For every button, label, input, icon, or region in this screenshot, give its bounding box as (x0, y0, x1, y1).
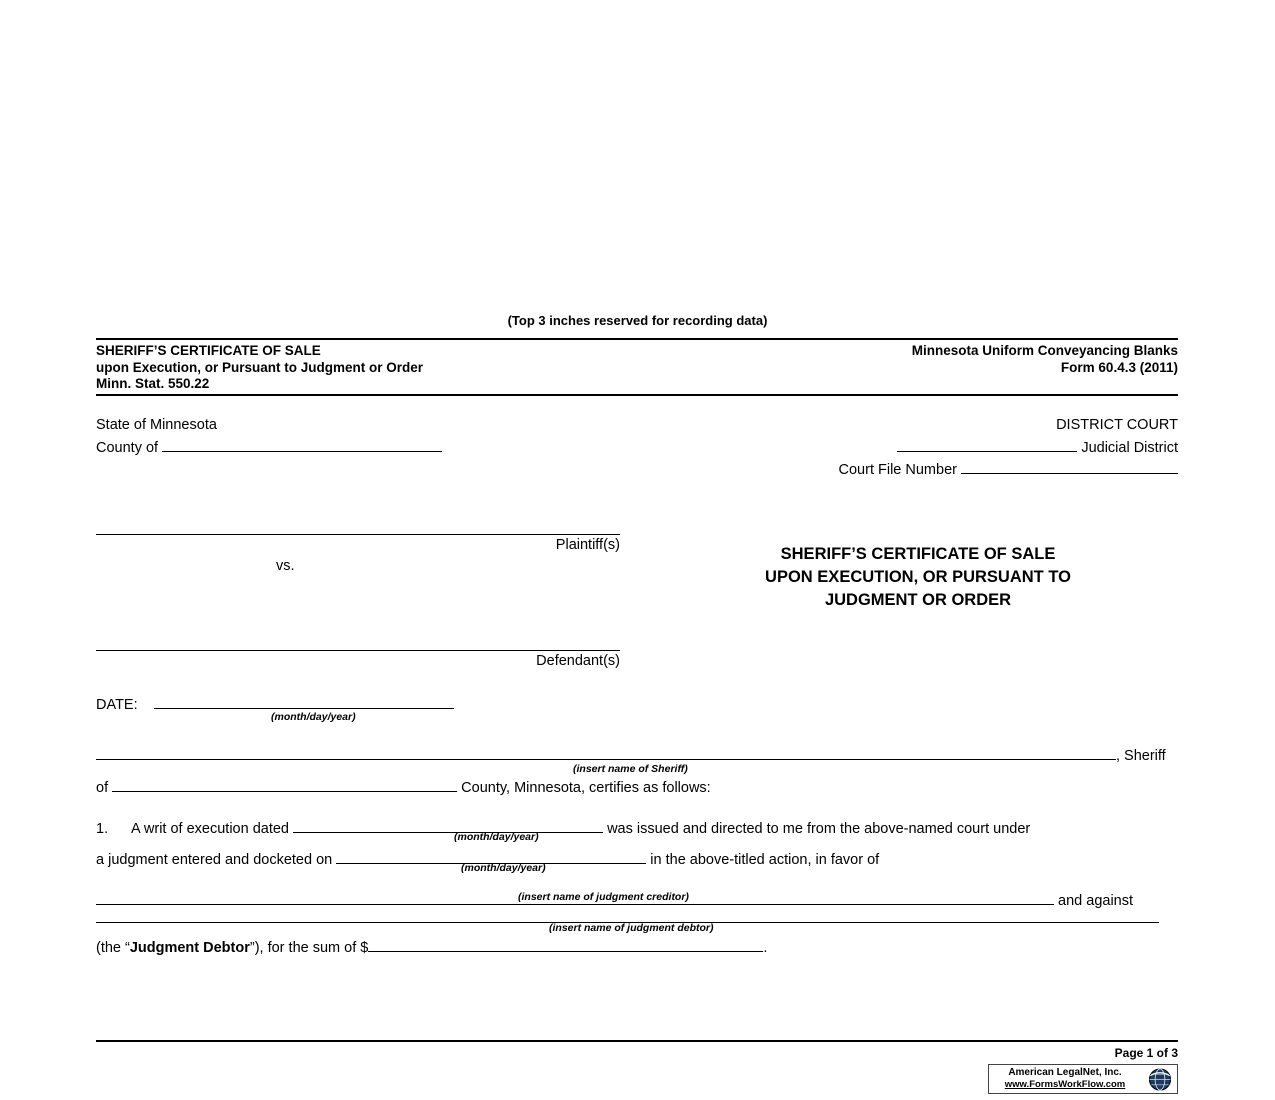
sum-prefix: (the “ (96, 940, 130, 956)
date-hint: (month/day/year) (271, 711, 356, 723)
district-court-label: DISTRICT COURT (1056, 417, 1178, 433)
header-rule-bottom (96, 394, 1178, 396)
paragraph-1-line-2 (96, 845, 1178, 876)
county-input[interactable] (162, 436, 442, 452)
judicial-district-label: Judicial District (1081, 439, 1178, 456)
defendant-input[interactable] (96, 649, 620, 651)
sum-row (96, 936, 767, 956)
state-line: State of Minnesota (96, 417, 217, 433)
globe-icon (1147, 1067, 1173, 1092)
form-header-left-line-3: Minn. Stat. 550.22 (96, 376, 210, 391)
judicial-district-line (839, 436, 1178, 459)
writ-text-b: was issued and directed to me from the above-named court under (607, 821, 1031, 837)
form-header-right-line-1: Minnesota Uniform Conveyancing Blanks (911, 343, 1178, 358)
sheriff-hint: (insert name of Sheriff) (573, 763, 688, 775)
sum-end: . (763, 940, 768, 956)
judgment-text-c: a judgment entered and docketed on (96, 852, 333, 868)
county-of-row (96, 776, 711, 796)
state-county-block (96, 416, 442, 458)
page-number: Page 1 of 3 (1114, 1046, 1178, 1060)
writ-date-hint: (month/day/year) (454, 831, 539, 843)
logo-company-name: American LegalNet, Inc. (1008, 1067, 1122, 1078)
judgment-debtor-term: Judgment Debtor (129, 940, 250, 956)
court-file-input[interactable] (961, 458, 1178, 474)
document-title-line-1: SHERIFF’S CERTIFICATE OF SALE (780, 545, 1056, 563)
court-block (839, 416, 1178, 481)
of-suffix: County, Minnesota, certifies as follows: (461, 780, 711, 796)
creditor-suffix: and against (1058, 893, 1134, 909)
form-header-right (912, 343, 1178, 376)
form-header-left-line-2: upon Execution, or Pursuant to Judgment or Order (96, 359, 424, 375)
plaintiff-input[interactable] (96, 533, 620, 535)
date-label: DATE: (96, 697, 138, 713)
americanlegalnet-logo (988, 1064, 1178, 1094)
recording-data-note: (Top 3 inches reserved for recording data) (507, 313, 768, 328)
logo-text-block (995, 1067, 1135, 1091)
county-label: County of (96, 439, 159, 456)
judicial-district-input[interactable] (897, 436, 1077, 452)
sum-input[interactable] (368, 936, 763, 952)
document-title (660, 543, 1176, 612)
paragraph-1-line-1 (96, 814, 1178, 845)
judgment-text-d: in the above-titled action, in favor of (650, 852, 880, 868)
document-title-line-2: UPON EXECUTION, OR PURSUANT TO (765, 568, 1071, 586)
form-header-left-line-1: SHERIFF’S CERTIFICATE OF SALE (96, 343, 321, 358)
court-file-label: Court File Number (838, 462, 957, 478)
logo-website-url[interactable]: www.FormsWorkFlow.com (1004, 1079, 1126, 1090)
creditor-hint: (insert name of judgment creditor) (518, 891, 689, 903)
sheriff-name-input[interactable] (96, 745, 1116, 760)
footer-rule (96, 1040, 1178, 1042)
sheriff-county-input[interactable] (112, 776, 457, 792)
paragraph-1 (96, 814, 1178, 876)
judgment-date-hint: (month/day/year) (461, 862, 546, 874)
writ-date-input[interactable] (293, 817, 603, 833)
debtor-hint: (insert name of judgment debtor) (549, 922, 714, 934)
header-rule-top (96, 338, 1178, 340)
writ-text-a: A writ of execution dated (131, 821, 289, 837)
item-number: 1. (96, 821, 109, 837)
defendant-label: Defendant(s) (536, 653, 620, 669)
sheriff-name-row (96, 745, 1178, 764)
sum-mid: ”), for the sum of $ (249, 940, 369, 956)
date-row (96, 693, 454, 713)
sheriff-suffix: , Sheriff (1116, 748, 1166, 764)
county-line (96, 436, 442, 459)
plaintiff-label: Plaintiff(s) (555, 537, 620, 553)
versus-label: vs. (276, 558, 295, 574)
of-prefix: of (96, 780, 109, 796)
court-file-line (839, 458, 1178, 481)
document-title-line-3: JUDGMENT OR ORDER (824, 591, 1012, 609)
form-header-left (96, 343, 423, 393)
date-input[interactable] (154, 693, 454, 709)
form-header-right-line-2: Form 60.4.3 (2011) (1060, 359, 1178, 375)
